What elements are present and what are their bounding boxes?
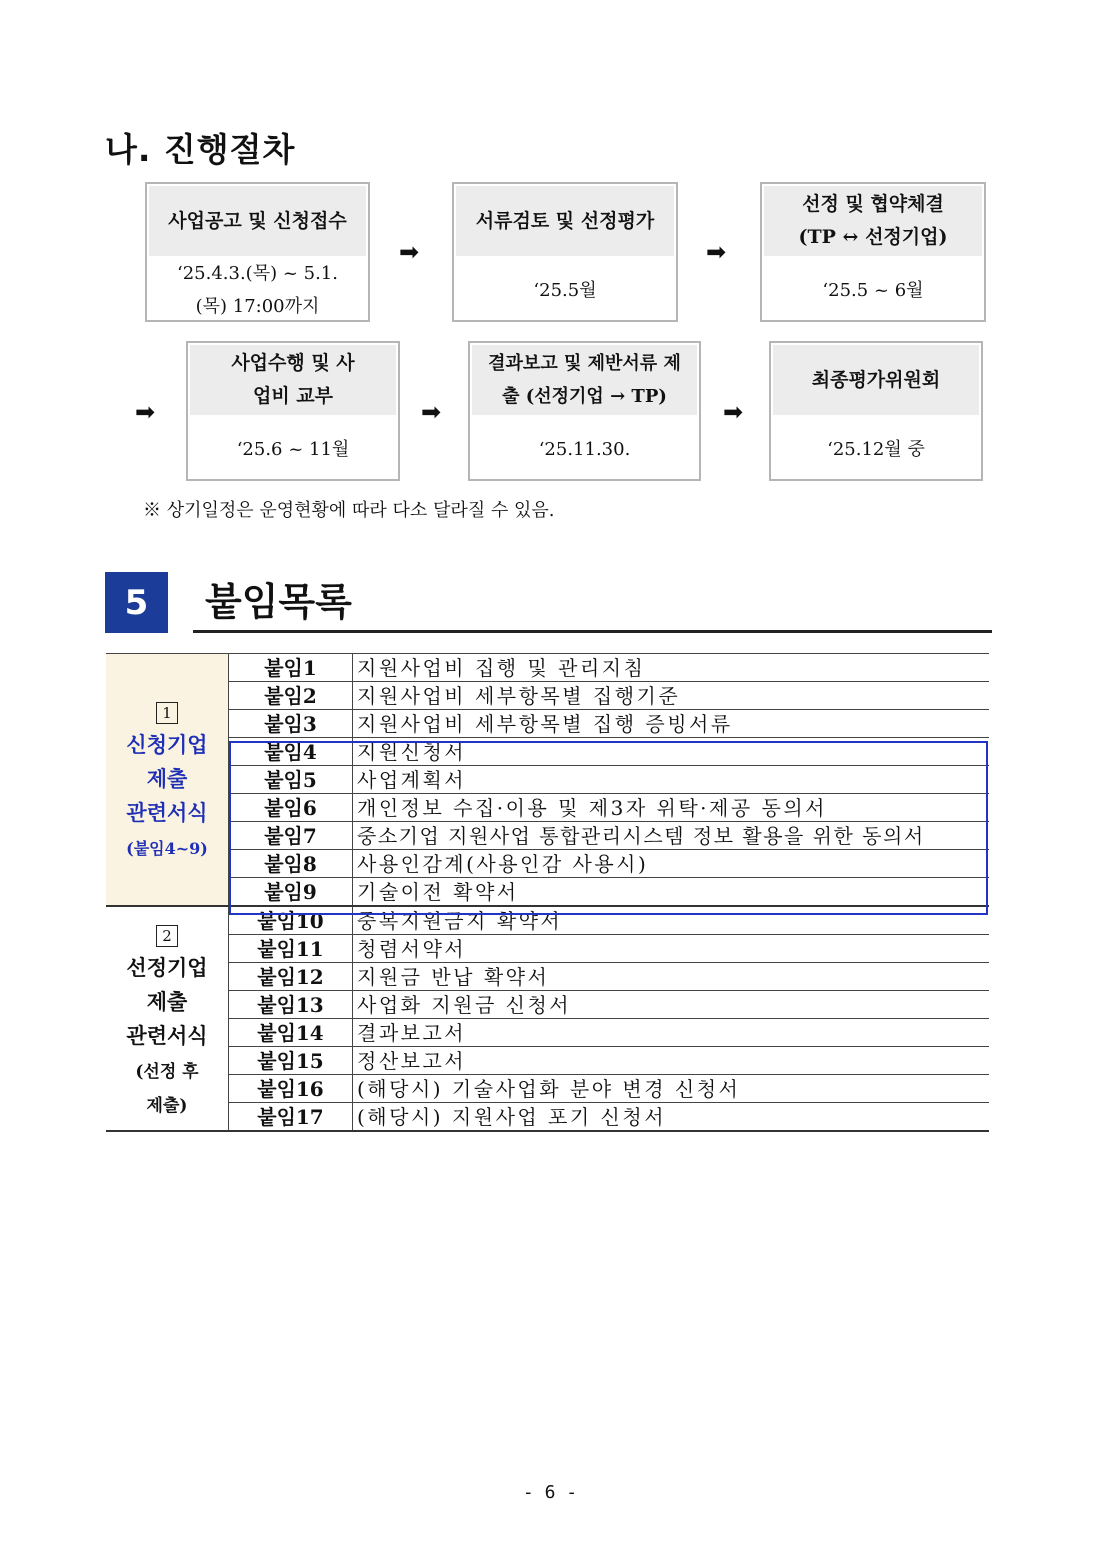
attachment-number: 붙임3 (229, 710, 353, 738)
table-row (106, 906, 989, 935)
process-step-title: 선정 및 협약체결 (TP ↔ 선정기업) (764, 186, 982, 256)
process-step-4 (186, 341, 400, 481)
attachment-number: 붙임11 (229, 935, 353, 963)
attachment-name: 지원사업비 세부항목별 집행 증빙서류 (353, 710, 990, 738)
table-row (106, 766, 989, 794)
section-title: 나. 진행절차 (105, 130, 296, 169)
process-step-date: ‘25.4.3.(목) ~ 5.1.(목) 17:00까지 (176, 263, 338, 317)
group-2-label (106, 906, 229, 1131)
attachment-name: 정산보고서 (353, 1047, 990, 1075)
group-1-label (106, 654, 229, 907)
process-step-3 (760, 182, 986, 322)
attachment-name: 사업화 지원금 신청서 (353, 991, 990, 1019)
attachment-name: 기술이전 확약서 (353, 878, 990, 907)
attachment-name: 사업계획서 (353, 766, 990, 794)
attachment-name: 지원사업비 세부항목별 집행기준 (353, 682, 990, 710)
attachment-number: 붙임7 (229, 822, 353, 850)
attachments-table (106, 653, 989, 1132)
table-row (106, 654, 989, 682)
attachments-heading: 붙임목록 (205, 580, 352, 624)
process-step-title: 서류검토 및 선정평가 (456, 186, 674, 256)
right-arrow-icon: ➡ (135, 398, 156, 426)
attachment-number: 붙임15 (229, 1047, 353, 1075)
attachment-name: (해당시) 기술사업화 분야 변경 신청서 (353, 1075, 990, 1103)
table-row (106, 1019, 989, 1047)
attachment-number: 붙임13 (229, 991, 353, 1019)
table-row (106, 822, 989, 850)
table-row (106, 935, 989, 963)
table-row (106, 682, 989, 710)
group-marker: 2 (156, 925, 178, 947)
right-arrow-icon: ➡ (399, 238, 420, 266)
group-title-line: 제출 (146, 988, 188, 1014)
attachment-number: 붙임14 (229, 1019, 353, 1047)
attachment-number: 붙임10 (229, 906, 353, 935)
table-row (106, 1103, 989, 1132)
process-step-date: ‘25.5 ~ 6월 (822, 279, 924, 301)
schedule-note: ※ 상기일정은 운영현황에 따라 다소 달라질 수 있음. (143, 500, 555, 521)
process-step-date: ‘25.6 ~ 11월 (236, 438, 350, 460)
attachment-name: 중복지원금지 확약서 (353, 906, 990, 935)
attachment-name: 개인정보 수집·이용 및 제3자 위탁·제공 동의서 (353, 794, 990, 822)
table-row (106, 963, 989, 991)
attachment-number: 붙임17 (229, 1103, 353, 1132)
page-number: - 6 - (522, 1482, 578, 1503)
attachment-name: (해당시) 지원사업 포기 신청서 (353, 1103, 990, 1132)
attachment-name: 지원사업비 집행 및 관리지침 (353, 654, 990, 682)
process-step-title: 사업수행 및 사업비 교부 (190, 345, 396, 415)
attachment-name: 중소기업 지원사업 통합관리시스템 정보 활용을 위한 동의서 (353, 822, 990, 850)
table-row (106, 991, 989, 1019)
attachment-number: 붙임1 (229, 654, 353, 682)
attachment-number: 붙임9 (229, 878, 353, 907)
group-marker: 1 (156, 702, 178, 724)
section-number-badge: 5 (105, 572, 168, 633)
process-step-1 (145, 182, 370, 322)
attachment-number: 붙임8 (229, 850, 353, 878)
attachment-name: 청렴서약서 (353, 935, 990, 963)
group-title-line: 관련서식 (126, 1022, 208, 1048)
process-step-title: 결과보고 및 제반서류 제출 (선정기업 → TP) (472, 345, 697, 415)
table-row (106, 794, 989, 822)
heading-underline (193, 630, 992, 633)
right-arrow-icon: ➡ (723, 398, 744, 426)
attachment-name: 사용인감계(사용인감 사용시) (353, 850, 990, 878)
attachment-number: 붙임2 (229, 682, 353, 710)
table-row (106, 1075, 989, 1103)
table-row (106, 738, 989, 766)
group-subtitle: (붙임4~9) (126, 838, 208, 858)
group-title-line: 신청기업 (126, 731, 208, 757)
process-step-date: ‘25.11.30. (538, 438, 631, 460)
attachment-number: 붙임6 (229, 794, 353, 822)
attachment-number: 붙임4 (229, 738, 353, 766)
group-subtitle: 제출) (146, 1095, 188, 1116)
group-title-line: 제출 (146, 765, 188, 791)
right-arrow-icon: ➡ (421, 398, 442, 426)
process-step-date: ‘25.12월 중 (827, 438, 925, 460)
process-step-6 (769, 341, 983, 481)
attachment-number: 붙임16 (229, 1075, 353, 1103)
group-subtitle: (선정 후 (135, 1061, 199, 1082)
attachment-number: 붙임12 (229, 963, 353, 991)
process-step-5 (468, 341, 701, 481)
table-row (106, 850, 989, 878)
attachment-number: 붙임5 (229, 766, 353, 794)
table-row (106, 710, 989, 738)
right-arrow-icon: ➡ (706, 238, 727, 266)
table-row (106, 1047, 989, 1075)
table-row (106, 878, 989, 907)
process-step-title: 최종평가위원회 (773, 345, 979, 415)
attachment-name: 지원금 반납 확약서 (353, 963, 990, 991)
attachment-name: 지원신청서 (353, 738, 990, 766)
group-title-line: 관련서식 (126, 799, 208, 825)
group-title-line: 선정기업 (126, 954, 208, 980)
attachment-name: 결과보고서 (353, 1019, 990, 1047)
process-step-date: ‘25.5월 (533, 279, 597, 301)
process-step-2 (452, 182, 678, 322)
process-step-title: 사업공고 및 신청접수 (149, 186, 366, 256)
